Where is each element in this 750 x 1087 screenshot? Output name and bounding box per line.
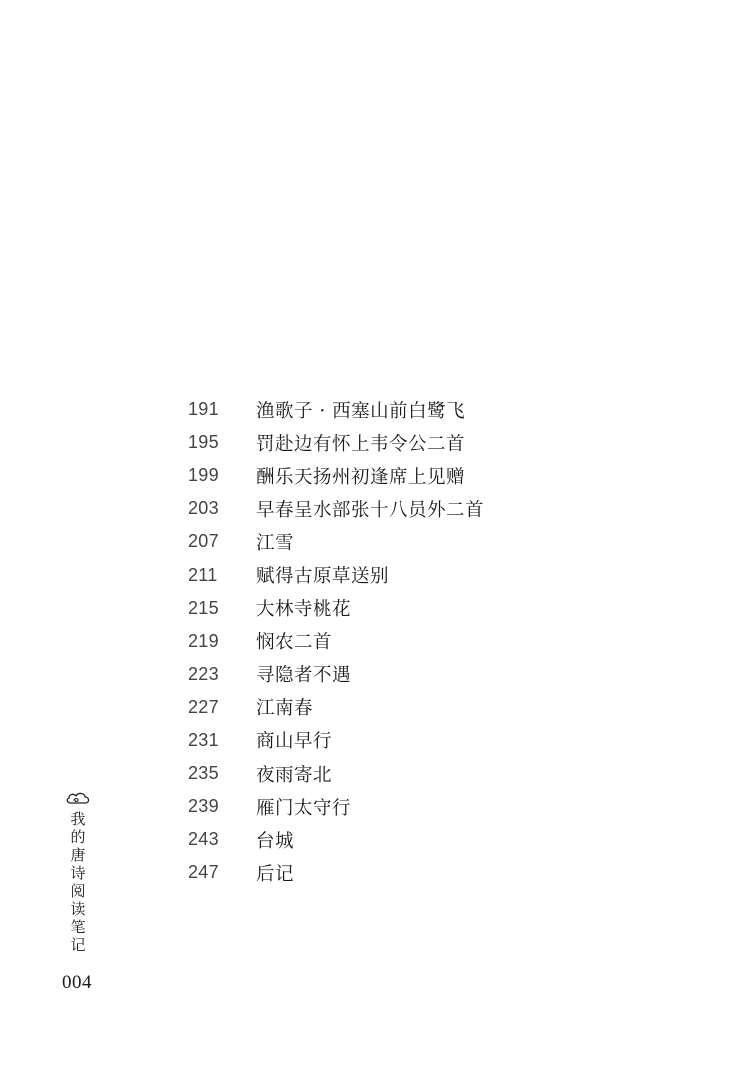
series-title-vertical: 我的唐诗阅读笔记 xyxy=(70,810,86,954)
toc-entry-title: 早春呈水部张十八员外二首 xyxy=(256,499,485,521)
toc-page-number: 243 xyxy=(188,829,219,850)
toc-entry-title: 商山早行 xyxy=(256,731,333,753)
toc-entry-title: 台城 xyxy=(256,830,295,852)
toc-entry[interactable] xyxy=(180,724,540,757)
toc-entry-title: 渔歌子 · 西塞山前白鹭飞 xyxy=(256,400,466,422)
toc-entry-title: 寻隐者不遇 xyxy=(256,665,352,687)
toc-entry[interactable] xyxy=(180,525,540,558)
toc-entry[interactable] xyxy=(180,691,540,724)
toc-entry[interactable] xyxy=(180,426,540,459)
toc-entry-title: 悯农二首 xyxy=(256,632,333,654)
toc-page-number: 203 xyxy=(188,498,219,519)
toc-entry-title: 大林寺桃花 xyxy=(256,599,352,621)
toc-entry-title: 夜雨寄北 xyxy=(256,764,333,786)
toc-entry[interactable] xyxy=(180,459,540,492)
toc-entry[interactable] xyxy=(180,856,540,889)
toc-entry-title: 雁门太守行 xyxy=(256,797,352,819)
toc-entry[interactable] xyxy=(180,757,540,790)
toc-entry[interactable] xyxy=(180,823,540,856)
toc-entry[interactable] xyxy=(180,592,540,625)
toc-entry[interactable] xyxy=(180,790,540,823)
toc-entry[interactable] xyxy=(180,658,540,691)
toc-page-number: 247 xyxy=(188,862,219,883)
table-of-contents xyxy=(180,393,540,889)
toc-page-number: 215 xyxy=(188,597,219,618)
toc-entry[interactable] xyxy=(180,558,540,591)
toc-page-number: 207 xyxy=(188,531,219,552)
toc-page-number: 211 xyxy=(188,564,218,585)
toc-entry[interactable] xyxy=(180,393,540,426)
page-number: 004 xyxy=(62,972,92,993)
toc-page-number: 239 xyxy=(188,796,219,817)
toc-page-number: 199 xyxy=(188,465,219,486)
toc-page-number: 219 xyxy=(188,630,219,651)
toc-entry-title: 赋得古原草送别 xyxy=(256,566,390,588)
toc-entry-title: 罚赴边有怀上韦令公二首 xyxy=(256,433,466,455)
toc-page-number: 231 xyxy=(188,729,219,750)
toc-page-number: 223 xyxy=(188,663,219,684)
cloud-icon xyxy=(64,790,92,808)
toc-entry-title: 江雪 xyxy=(256,532,295,554)
toc-entry-title: 酬乐天扬州初逢席上见赠 xyxy=(256,466,466,488)
toc-page-number: 235 xyxy=(188,763,219,784)
toc-page-number: 191 xyxy=(188,399,219,420)
toc-entry-title: 江南春 xyxy=(256,698,314,720)
running-head xyxy=(64,790,94,954)
toc-entry-title: 后记 xyxy=(256,863,295,885)
toc-page-number: 195 xyxy=(188,432,219,453)
toc-entry[interactable] xyxy=(180,625,540,658)
toc-entry[interactable] xyxy=(180,492,540,525)
toc-page-number: 227 xyxy=(188,696,219,717)
